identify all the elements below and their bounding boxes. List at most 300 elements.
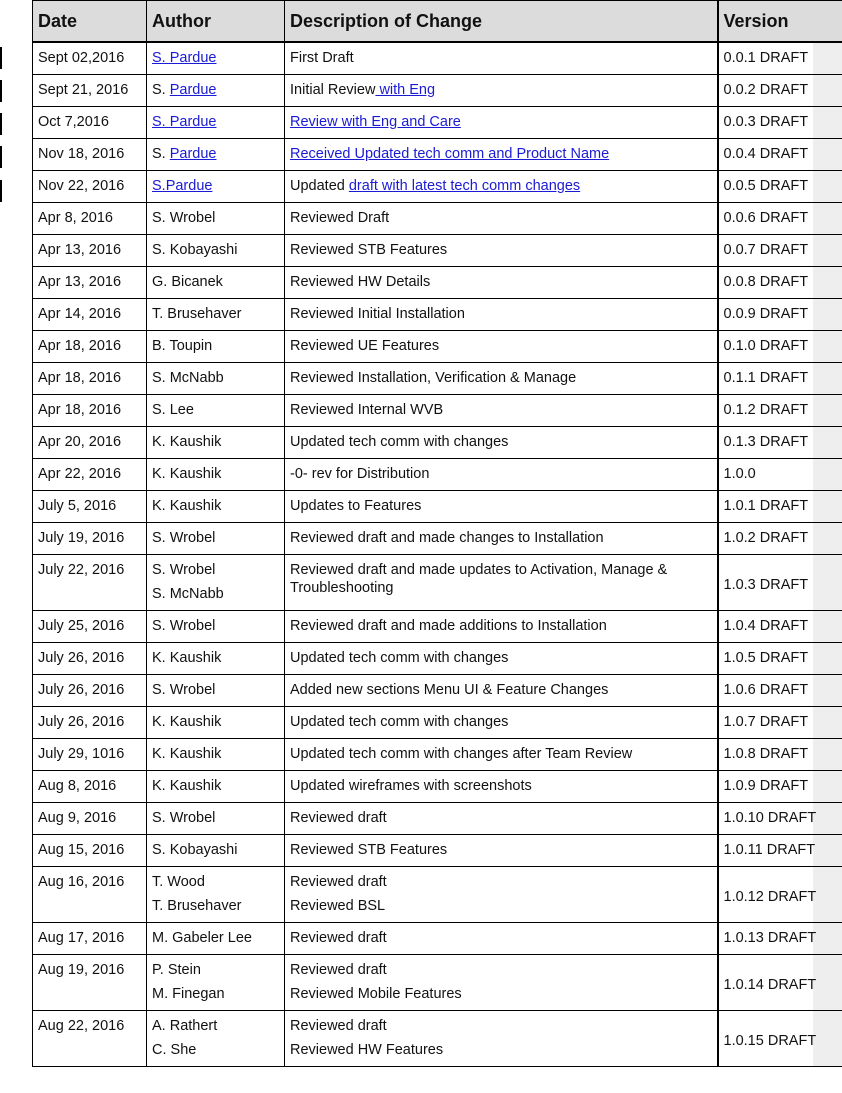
- description-cell: [285, 738, 718, 770]
- description-text: Reviewed BSL: [290, 897, 386, 914]
- date-cell: Aug 22, 2016: [33, 1010, 147, 1066]
- description-line: [290, 529, 712, 547]
- description-line: [290, 337, 712, 355]
- author-cell: [147, 674, 285, 706]
- table-row: [33, 954, 842, 1010]
- author-line: [152, 929, 279, 947]
- author-line: [152, 561, 279, 579]
- author-text: T. Wood: [152, 873, 205, 890]
- version-text: 0.0.2 DRAFT: [723, 81, 809, 98]
- author-cell: [147, 866, 285, 922]
- description-cell: [285, 362, 718, 394]
- version-cell: [718, 834, 842, 866]
- date-cell: Sept 21, 2016: [33, 74, 147, 106]
- version-text: 1.0.11 DRAFT: [723, 841, 816, 858]
- description-cell: [285, 834, 718, 866]
- table-row: [33, 298, 842, 330]
- author-line: [152, 465, 279, 483]
- author-text: S. Wrobel: [152, 617, 216, 634]
- description-line: [290, 841, 712, 859]
- description-cell: [285, 490, 718, 522]
- description-line: [290, 681, 712, 699]
- table-row: [33, 802, 842, 834]
- description-cell: [285, 1010, 718, 1066]
- author-cell: [147, 922, 285, 954]
- version-text: 0.0.6 DRAFT: [723, 209, 809, 226]
- author-line: [152, 1041, 279, 1059]
- description-cell: [285, 458, 718, 490]
- description-line: [290, 81, 712, 99]
- author-line: [152, 681, 279, 699]
- description-text: Reviewed draft and made changes to Installation: [290, 529, 604, 546]
- description-line: [290, 113, 712, 131]
- author-text: S. McNabb: [152, 369, 224, 386]
- table-row: [33, 266, 842, 298]
- author-text: S.: [152, 81, 170, 98]
- author-text: S. Wrobel: [152, 809, 216, 826]
- author-line: [152, 433, 279, 451]
- author-cell: [147, 330, 285, 362]
- description-line: [290, 713, 712, 731]
- date-cell: Apr 20, 2016: [33, 426, 147, 458]
- author-line: [152, 617, 279, 635]
- link[interactable]: Review with Eng and Care: [290, 113, 461, 130]
- table-row: [33, 490, 842, 522]
- description-line: [290, 177, 712, 195]
- author-cell: [147, 74, 285, 106]
- version-cell: [718, 610, 842, 642]
- author-cell: [147, 394, 285, 426]
- description-text: Updated tech comm with changes after Team Review: [290, 745, 633, 762]
- author-cell: [147, 458, 285, 490]
- description-cell: [285, 74, 718, 106]
- table-row: [33, 642, 842, 674]
- table-row: [33, 362, 842, 394]
- table-row: [33, 426, 842, 458]
- version-cell: [718, 362, 842, 394]
- description-cell: [285, 554, 718, 610]
- version-cell: [718, 394, 842, 426]
- description-line: [290, 1017, 712, 1035]
- version-cell: [718, 674, 842, 706]
- author-text: S. McNabb: [152, 585, 224, 602]
- description-line: [290, 497, 712, 515]
- description-cell: [285, 706, 718, 738]
- date-cell: July 29, 1016: [33, 738, 147, 770]
- author-cell: [147, 234, 285, 266]
- author-text: M. Finegan: [152, 985, 225, 1002]
- description-line: [290, 401, 712, 419]
- author-line: [152, 809, 279, 827]
- author-cell: [147, 106, 285, 138]
- description-text: Reviewed Internal WVB: [290, 401, 444, 418]
- description-line: [290, 145, 712, 163]
- author-line: [152, 873, 279, 891]
- version-cell: [718, 426, 842, 458]
- author-text: K. Kaushik: [152, 497, 222, 514]
- author-text: S. Lee: [152, 401, 194, 418]
- link[interactable]: S.Pardue: [152, 177, 213, 194]
- description-cell: [285, 770, 718, 802]
- description-text: Reviewed draft and made updates to Activation, Manage & Troubleshooting: [290, 561, 668, 596]
- link[interactable]: S. Pardue: [152, 50, 217, 66]
- version-text: 0.0.4 DRAFT: [723, 145, 809, 162]
- date-cell: Nov 22, 2016: [33, 170, 147, 202]
- description-text: Reviewed HW Features: [290, 1041, 444, 1058]
- version-cell: [718, 954, 842, 1010]
- version-text: 0.0.1 DRAFT: [723, 50, 809, 66]
- author-text: K. Kaushik: [152, 649, 222, 666]
- version-text: 1.0.0: [723, 465, 756, 482]
- description-cell: [285, 922, 718, 954]
- link[interactable]: Received Updated tech comm and Product Name: [290, 145, 610, 162]
- link[interactable]: Pardue: [169, 145, 217, 162]
- date-header: Date: [33, 1, 147, 43]
- date-cell: Apr 22, 2016: [33, 458, 147, 490]
- author-line: [152, 401, 279, 419]
- author-cell: [147, 298, 285, 330]
- author-text: S. Wrobel: [152, 561, 216, 578]
- link[interactable]: draft with latest tech comm changes: [348, 177, 581, 194]
- author-text: S. Kobayashi: [152, 841, 238, 858]
- table-row: [33, 138, 842, 170]
- description-cell: [285, 522, 718, 554]
- date-cell: Aug 15, 2016: [33, 834, 147, 866]
- author-cell: [147, 642, 285, 674]
- table-row: [33, 866, 842, 922]
- author-line: [152, 649, 279, 667]
- description-header: Description of Change: [285, 1, 718, 43]
- version-cell: [718, 234, 842, 266]
- author-line: [152, 145, 279, 163]
- link[interactable]: Pardue: [169, 81, 217, 98]
- description-line: [290, 241, 712, 259]
- date-cell: July 26, 2016: [33, 642, 147, 674]
- description-text: Initial Review: [290, 81, 376, 98]
- revision-bar: [0, 47, 2, 69]
- version-text: 1.0.2 DRAFT: [723, 529, 809, 546]
- author-cell: [147, 954, 285, 1010]
- description-cell: [285, 866, 718, 922]
- description-cell: [285, 138, 718, 170]
- table-row: [33, 834, 842, 866]
- date-cell: Sept 02,2016: [33, 42, 147, 74]
- description-text: Updated: [290, 177, 349, 194]
- description-line: [290, 649, 712, 667]
- date-cell: Aug 16, 2016: [33, 866, 147, 922]
- author-cell: [147, 706, 285, 738]
- author-line: [152, 985, 279, 1003]
- version-cell: [718, 138, 842, 170]
- table-row: [33, 394, 842, 426]
- table-body: [33, 42, 842, 1066]
- author-cell: [147, 834, 285, 866]
- author-cell: [147, 522, 285, 554]
- author-line: [152, 961, 279, 979]
- author-line: [152, 81, 279, 99]
- version-cell: [718, 266, 842, 298]
- date-cell: July 25, 2016: [33, 610, 147, 642]
- author-line: [152, 369, 279, 387]
- version-cell: [718, 738, 842, 770]
- description-cell: [285, 170, 718, 202]
- author-text: K. Kaushik: [152, 465, 222, 482]
- author-cell: [147, 266, 285, 298]
- description-text: Reviewed UE Features: [290, 337, 440, 354]
- author-text: T. Brusehaver: [152, 305, 242, 322]
- table-row: [33, 74, 842, 106]
- version-cell: [718, 458, 842, 490]
- author-line: [152, 177, 279, 195]
- version-text: 1.0.5 DRAFT: [723, 649, 809, 666]
- version-text: 0.0.7 DRAFT: [723, 241, 809, 258]
- author-cell: [147, 1010, 285, 1066]
- date-cell: Aug 17, 2016: [33, 922, 147, 954]
- version-text: 0.0.8 DRAFT: [723, 273, 809, 290]
- table-row: [33, 706, 842, 738]
- description-text: Updated tech comm with changes: [290, 433, 509, 450]
- description-text: Reviewed draft: [290, 809, 387, 826]
- description-text: Updated tech comm with changes: [290, 649, 509, 666]
- description-line: [290, 305, 712, 323]
- version-header: Version: [718, 1, 842, 43]
- description-cell: [285, 202, 718, 234]
- description-text: Reviewed STB Features: [290, 241, 448, 258]
- description-text: Reviewed STB Features: [290, 841, 448, 858]
- link[interactable]: with Eng: [375, 81, 436, 98]
- description-cell: [285, 234, 718, 266]
- version-text: 1.0.14 DRAFT: [723, 977, 817, 993]
- date-cell: Apr 18, 2016: [33, 362, 147, 394]
- author-text: S.: [152, 145, 170, 162]
- table-row: [33, 522, 842, 554]
- revision-bar: [0, 180, 2, 202]
- author-line: [152, 745, 279, 763]
- author-text: K. Kaushik: [152, 745, 222, 762]
- author-line: [152, 841, 279, 859]
- description-text: Updated tech comm with changes: [290, 713, 509, 730]
- version-text: 1.0.13 DRAFT: [723, 929, 817, 946]
- description-cell: [285, 610, 718, 642]
- description-cell: [285, 42, 718, 74]
- author-text: T. Brusehaver: [152, 897, 242, 914]
- author-text: G. Bicanek: [152, 273, 223, 290]
- link[interactable]: S. Pardue: [152, 113, 217, 130]
- author-cell: [147, 738, 285, 770]
- author-text: S. Kobayashi: [152, 241, 238, 258]
- description-line: [290, 433, 712, 451]
- author-line: [152, 777, 279, 795]
- description-cell: [285, 330, 718, 362]
- date-cell: Aug 9, 2016: [33, 802, 147, 834]
- author-cell: [147, 554, 285, 610]
- version-cell: [718, 298, 842, 330]
- author-line: [152, 497, 279, 515]
- version-cell: [718, 642, 842, 674]
- author-text: S. Wrobel: [152, 529, 216, 546]
- author-line: [152, 337, 279, 355]
- table-row: [33, 554, 842, 610]
- description-line: [290, 1041, 712, 1059]
- revision-history-table: [32, 0, 842, 1067]
- date-cell: Oct 7,2016: [33, 106, 147, 138]
- table-row: [33, 610, 842, 642]
- table-row: [33, 170, 842, 202]
- author-cell: [147, 138, 285, 170]
- table-row: [33, 674, 842, 706]
- description-cell: [285, 298, 718, 330]
- description-cell: [285, 266, 718, 298]
- description-line: [290, 745, 712, 763]
- version-cell: [718, 106, 842, 138]
- description-line: [290, 273, 712, 291]
- version-cell: [718, 202, 842, 234]
- version-text: 1.0.8 DRAFT: [723, 745, 809, 762]
- date-cell: July 19, 2016: [33, 522, 147, 554]
- date-cell: Apr 8, 2016: [33, 202, 147, 234]
- table-row: [33, 106, 842, 138]
- description-line: [290, 209, 712, 227]
- version-text: 1.0.3 DRAFT: [723, 577, 809, 593]
- version-cell: [718, 330, 842, 362]
- date-cell: Aug 8, 2016: [33, 770, 147, 802]
- author-cell: [147, 42, 285, 74]
- author-cell: [147, 202, 285, 234]
- description-line: [290, 961, 712, 979]
- version-text: 0.0.3 DRAFT: [723, 113, 809, 130]
- date-cell: Aug 19, 2016: [33, 954, 147, 1010]
- table-row: [33, 738, 842, 770]
- author-line: [152, 897, 279, 915]
- version-text: 1.0.10 DRAFT: [723, 809, 817, 826]
- version-cell: [718, 802, 842, 834]
- version-cell: [718, 74, 842, 106]
- author-line: [152, 241, 279, 259]
- author-line: [152, 529, 279, 547]
- date-cell: Apr 13, 2016: [33, 234, 147, 266]
- version-text: 0.1.2 DRAFT: [723, 401, 809, 418]
- date-cell: Apr 14, 2016: [33, 298, 147, 330]
- version-text: 1.0.9 DRAFT: [723, 777, 809, 794]
- description-line: [290, 929, 712, 947]
- version-cell: [718, 770, 842, 802]
- version-text: 1.0.6 DRAFT: [723, 681, 809, 698]
- author-line: [152, 49, 279, 67]
- description-line: [290, 369, 712, 387]
- table-row: [33, 922, 842, 954]
- date-cell: July 26, 2016: [33, 674, 147, 706]
- version-cell: [718, 554, 842, 610]
- description-text: Reviewed Initial Installation: [290, 305, 465, 322]
- table-row: [33, 202, 842, 234]
- version-text: 1.0.12 DRAFT: [723, 889, 817, 905]
- description-line: [290, 49, 712, 67]
- version-text: 0.0.9 DRAFT: [723, 305, 809, 322]
- description-cell: [285, 106, 718, 138]
- author-line: [152, 1017, 279, 1035]
- table-row: [33, 330, 842, 362]
- date-cell: Apr 13, 2016: [33, 266, 147, 298]
- version-cell: [718, 706, 842, 738]
- description-line: [290, 809, 712, 827]
- description-line: [290, 777, 712, 795]
- date-cell: July 22, 2016: [33, 554, 147, 610]
- description-line: [290, 897, 712, 915]
- description-text: Reviewed Installation, Verification & Manage: [290, 369, 577, 386]
- revision-bar: [0, 146, 2, 168]
- description-cell: [285, 642, 718, 674]
- description-text: Added new sections Menu UI & Feature Changes: [290, 681, 609, 698]
- author-line: [152, 305, 279, 323]
- author-cell: [147, 802, 285, 834]
- description-text: Updates to Features: [290, 497, 422, 514]
- version-text: 1.0.4 DRAFT: [723, 617, 809, 634]
- author-line: [152, 585, 279, 603]
- author-text: B. Toupin: [152, 337, 213, 354]
- version-text: 1.0.7 DRAFT: [723, 713, 809, 730]
- description-cell: [285, 674, 718, 706]
- author-line: [152, 713, 279, 731]
- version-text: 0.1.0 DRAFT: [723, 337, 809, 354]
- author-text: K. Kaushik: [152, 433, 222, 450]
- header-row: [33, 1, 842, 43]
- author-cell: [147, 490, 285, 522]
- author-text: M. Gabeler Lee: [152, 929, 252, 946]
- description-text: Reviewed Mobile Features: [290, 985, 462, 1002]
- version-text: 1.0.15 DRAFT: [723, 1033, 817, 1049]
- table-row: [33, 42, 842, 74]
- author-cell: [147, 610, 285, 642]
- date-cell: Apr 18, 2016: [33, 330, 147, 362]
- description-cell: [285, 802, 718, 834]
- description-cell: [285, 394, 718, 426]
- author-line: [152, 273, 279, 291]
- date-cell: Nov 18, 2016: [33, 138, 147, 170]
- version-cell: [718, 42, 842, 74]
- author-text: A. Rathert: [152, 1017, 218, 1034]
- date-cell: Apr 18, 2016: [33, 394, 147, 426]
- description-line: [290, 873, 712, 891]
- version-text: 1.0.1 DRAFT: [723, 497, 809, 514]
- version-text: 0.1.3 DRAFT: [723, 433, 809, 450]
- description-text: Reviewed Draft: [290, 209, 390, 226]
- table-row: [33, 1010, 842, 1066]
- author-cell: [147, 170, 285, 202]
- description-text: -0- rev for Distribution: [290, 465, 430, 482]
- version-cell: [718, 922, 842, 954]
- version-text: 0.1.1 DRAFT: [723, 369, 809, 386]
- author-line: [152, 209, 279, 227]
- description-text: Reviewed HW Details: [290, 273, 431, 290]
- description-cell: [285, 426, 718, 458]
- author-text: S. Wrobel: [152, 681, 216, 698]
- author-header: Author: [147, 1, 285, 43]
- author-text: C. She: [152, 1041, 197, 1058]
- table-row: [33, 458, 842, 490]
- version-cell: [718, 866, 842, 922]
- author-text: S. Wrobel: [152, 209, 216, 226]
- description-text: Reviewed draft: [290, 961, 387, 978]
- description-line: [290, 465, 712, 483]
- author-cell: [147, 362, 285, 394]
- description-text: First Draft: [290, 50, 354, 66]
- author-text: K. Kaushik: [152, 777, 222, 794]
- description-text: Reviewed draft: [290, 929, 387, 946]
- description-text: Updated wireframes with screenshots: [290, 777, 532, 794]
- author-cell: [147, 770, 285, 802]
- version-cell: [718, 490, 842, 522]
- version-text: 0.0.5 DRAFT: [723, 177, 809, 194]
